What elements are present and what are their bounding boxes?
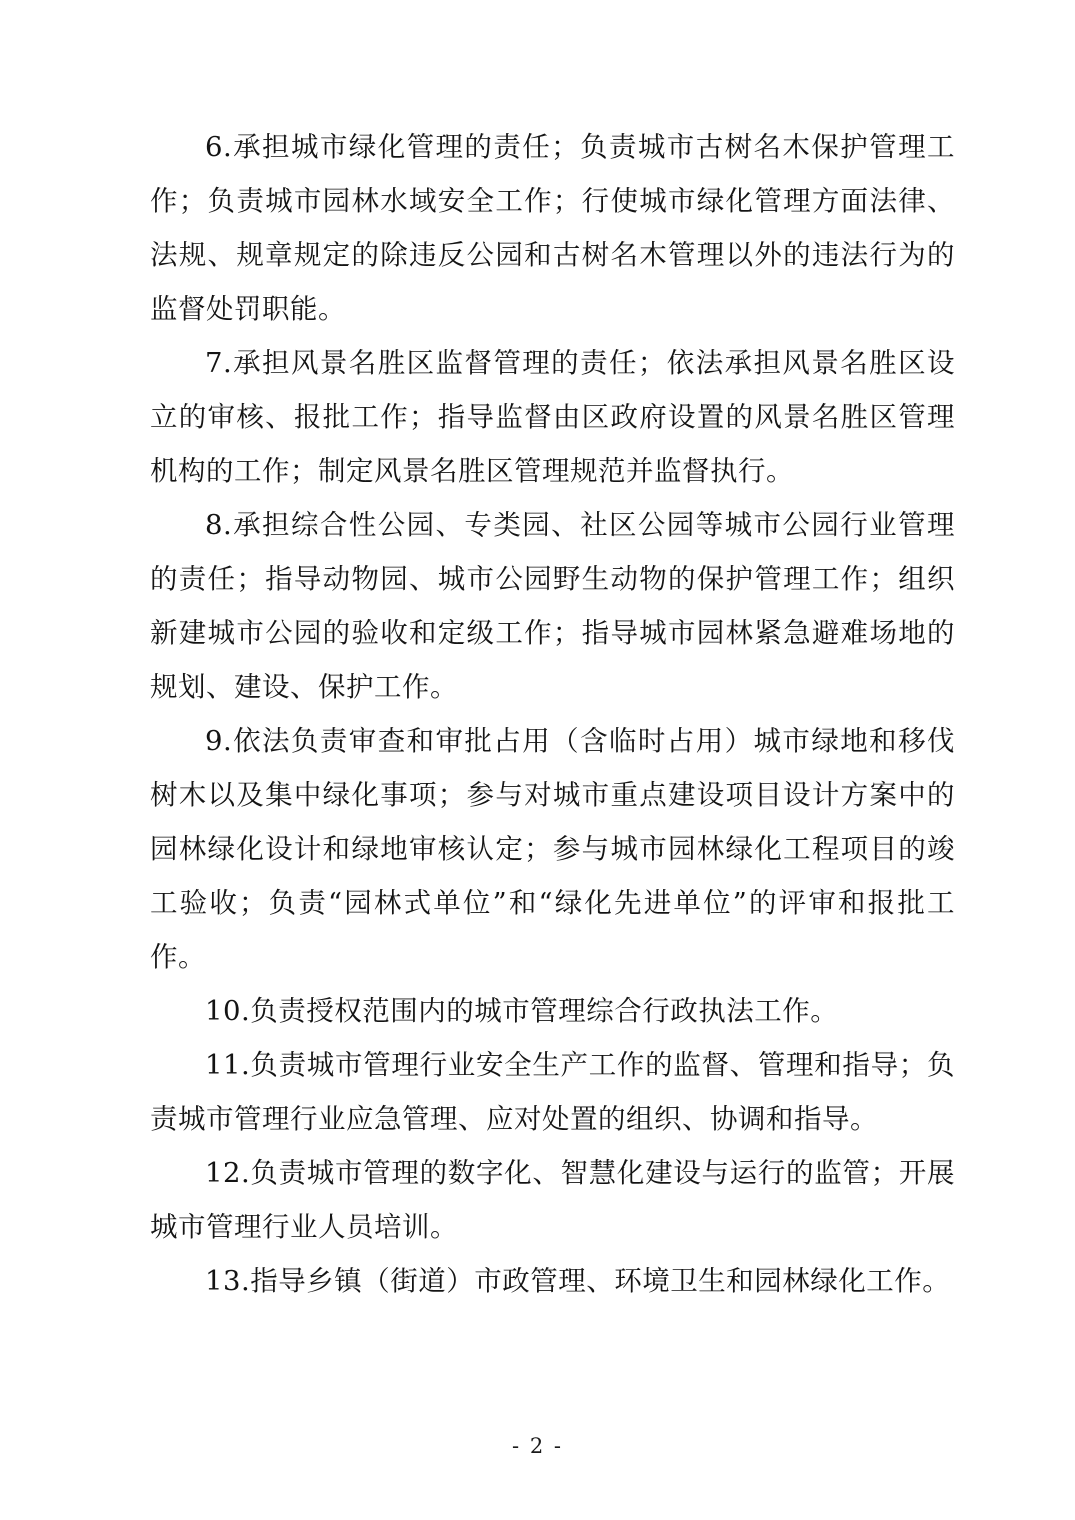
paragraph-10: 10.负责授权范围内的城市管理综合行政执法工作。 (205, 995, 839, 1027)
paragraph-13: 13.指导乡镇（街道）市政管理、环境卫生和园林绿化工作。 (205, 1265, 951, 1297)
paragraph-9: 9.依法负责审查和审批占用（含临时占用）城市绿地和移伐树木以及集中绿化事项；参与对城市重点建设项目设计方案中的园林绿化设计和绿地审核认定；参与城市园林绿化工程项目的竣工验收；负责“园林式单位”和“绿化先进单位”的评审和报批工作。 (150, 725, 955, 973)
page-number: - 2 - (512, 1434, 563, 1458)
paragraph-6: 6.承担城市绿化管理的责任；负责城市古树名木保护管理工作；负责城市园林水域安全工作；行使城市绿化管理方面法律、法规、规章规定的除违反公园和古树名木管理以外的违法行为的监督处罚职能。 (150, 131, 955, 325)
paragraph-12: 12.负责城市管理的数字化、智慧化建设与运行的监管；开展城市管理行业人员培训。 (150, 1157, 955, 1243)
document-body (150, 120, 955, 1308)
paragraph-11: 11.负责城市管理行业安全生产工作的监督、管理和指导；负责城市管理行业应急管理、应对处置的组织、协调和指导。 (150, 1049, 955, 1135)
paragraph-8: 8.承担综合性公园、专类园、社区公园等城市公园行业管理的责任；指导动物园、城市公园野生动物的保护管理工作；组织新建城市公园的验收和定级工作；指导城市园林紧急避难场地的规划、建设、保护工作。 (150, 509, 955, 703)
paragraph-7: 7.承担风景名胜区监督管理的责任；依法承担风景名胜区设立的审核、报批工作；指导监督由区政府设置的风景名胜区管理机构的工作；制定风景名胜区管理规范并监督执行。 (150, 347, 955, 487)
